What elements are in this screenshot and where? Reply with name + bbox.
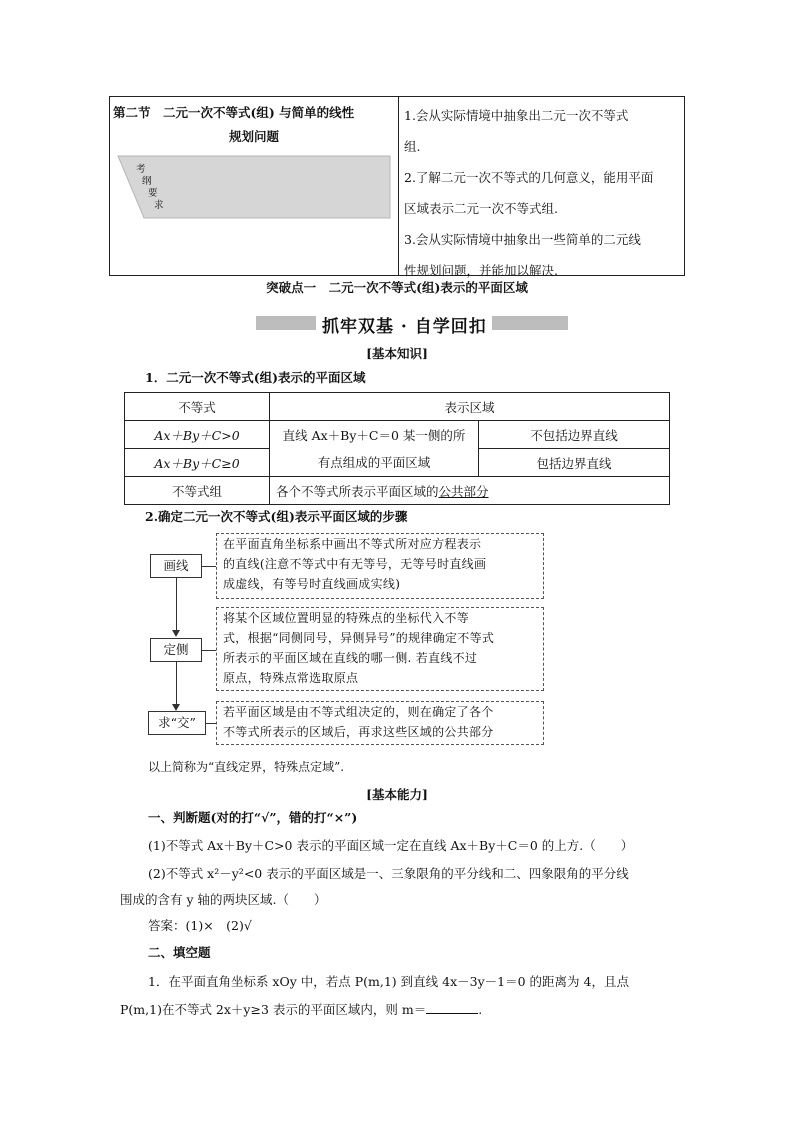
system-desc-prefix: 各个不等式所表示平面区域的 [276, 483, 439, 499]
fill-question-1-line1: 1．在平面直角坐标系 xOy 中，若点 P(m,1) 到直线 4x－3y－1＝0 的距离为 4，且点 [148, 974, 629, 989]
kaogang-label [136, 164, 164, 212]
table-header-region: 表示区域 [270, 393, 670, 421]
fill-question-1-text: P(m,1)在不等式 2x＋y≥3 表示的平面区域内，则 m＝ [120, 1002, 427, 1017]
flow-desc-line: 不等式所表示的区域后，再求这些区域的公共部分 [223, 725, 494, 739]
answer-text: 答案：(1)× (2)√ [148, 918, 252, 933]
breakthrough-heading: 突破点一 二元一次不等式(组)表示的平面区域 [266, 280, 528, 295]
table-cell-system-desc [270, 477, 670, 505]
flow-step-draw-line: 画线 [150, 554, 202, 578]
flow-desc-line: 的直线(注意不等式中有无等号，无等号时直线画 [223, 557, 487, 571]
flow-connector [206, 723, 216, 724]
section-title [113, 101, 395, 149]
band-right [492, 316, 568, 330]
inequality-table [124, 392, 670, 505]
answer-blank[interactable] [426, 1000, 478, 1014]
fill-title: 二、填空题 [148, 945, 211, 960]
kaogang-char: 要 [148, 188, 158, 199]
basic-ability-label: [基本能力] [366, 787, 428, 802]
point1-title: 1．二元一次不等式(组)表示的平面区域 [145, 370, 366, 385]
requirement-line: 1.会从实际情境中抽象出二元一次不等式 [404, 108, 629, 123]
flow-desc-line: 在平面直角坐标系中画出不等式所对应方程表示 [223, 537, 482, 551]
flow-step-draw-line-desc [216, 533, 544, 599]
requirement-line: 组. [404, 139, 421, 154]
basic-knowledge-label: [基本知识] [366, 346, 428, 361]
flow-arrow-head [172, 704, 180, 711]
flow-connector [202, 650, 216, 651]
requirements-list [404, 100, 680, 286]
table-header-inequality: 不等式 [125, 393, 270, 421]
section-title-line2: 规划问题 [228, 129, 279, 144]
table-cell-system: 不等式组 [125, 477, 270, 505]
table-cell-ge: Ax＋By＋C≥0 [125, 449, 270, 477]
flow-desc-line: 成虚线，有等号时直线画成实线) [223, 577, 401, 591]
judge-title: 一、判断题(对的打“√”，错的打“×”) [148, 810, 358, 825]
judge-question-2-line1: (2)不等式 x²－y²<0 表示的平面区域是一、三象限角的平分线和二、四象限角的平分线 [148, 866, 629, 881]
kaogang-char: 考 [136, 164, 146, 175]
region-desc-line2: 有点组成的平面区域 [317, 454, 431, 470]
flow-step-determine-side-desc [216, 607, 544, 691]
table-cell-gt: Ax＋By＋C>0 [125, 421, 270, 449]
point2-title: 2.确定二元一次不等式(组)表示平面区域的步骤 [145, 509, 408, 524]
flow-desc-line: 若平面区域是由不等式组决定的，则在确定了各个 [223, 705, 494, 719]
flow-arrow-head [172, 630, 180, 637]
flow-connector [202, 566, 216, 567]
flow-desc-line: 式，根据“同侧同号，异侧异号”的规律确定不等式 [223, 631, 495, 645]
requirement-line: 3.会从实际情境中抽象出一些简单的二元线 [404, 232, 641, 247]
table-cell-region-desc [270, 421, 479, 477]
flow-step-intersect-desc [216, 701, 544, 745]
kaogang-char: 纲 [142, 176, 152, 187]
flow-desc-line: 原点，特殊点常选取原点 [223, 671, 359, 685]
flow-arrow-line [176, 578, 177, 630]
requirement-line: 性规划问题，并能加以解决. [404, 263, 558, 278]
region-desc-line1: 直线 Ax＋By＋C＝0 某一侧的所 [282, 427, 466, 443]
flow-step-intersect: 求“交” [148, 711, 206, 735]
summary-text: 以上简称为“直线定界，特殊点定域”. [148, 760, 345, 774]
judge-question-2-line2: 围成的含有 y 轴的两块区域.（ ） [120, 892, 327, 907]
flow-arrow-line [176, 662, 177, 704]
band-title: 抓牢双基 · 自学回扣 [322, 317, 487, 337]
table-cell-exclude-boundary: 不包括边界直线 [479, 421, 670, 449]
requirement-line: 区域表示二元一次不等式组. [404, 201, 558, 216]
fill-question-1-line2: P(m,1)在不等式 2x＋y≥3 表示的平面区域内，则 m＝ . [120, 1002, 483, 1017]
judge-question-1: (1)不等式 Ax＋By＋C>0 表示的平面区域一定在直线 Ax＋By＋C＝0 的上方.（ ） [148, 838, 634, 853]
flow-desc-line: 所表示的平面区域在直线的哪一侧. 若直线不过 [223, 651, 478, 665]
flow-desc-line: 将某个区域位置明显的特殊点的坐标代入不等 [223, 611, 470, 625]
system-desc-underlined: 公共部分 [438, 483, 489, 499]
table-cell-include-boundary: 包括边界直线 [479, 449, 670, 477]
requirement-line: 2.了解二元一次不等式的几何意义，能用平面 [404, 170, 654, 185]
band-left [256, 316, 316, 330]
kaogang-char: 求 [154, 200, 164, 211]
flow-step-determine-side: 定侧 [150, 638, 202, 662]
section-title-line1: 第二节 二元一次不等式(组) 与简单的线性 [113, 105, 355, 120]
header-divider [398, 96, 399, 276]
